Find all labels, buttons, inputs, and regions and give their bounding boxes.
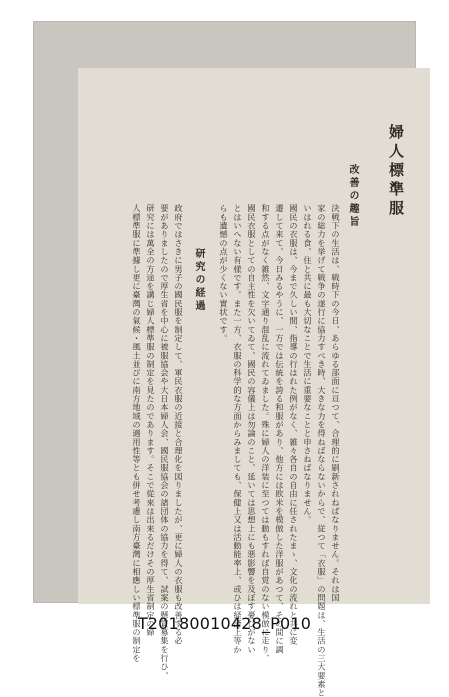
text-line: 國民衣服としての自主性を欠いてゐて、國民の容儀上は勿論のこと、延いては思想上にも悪影響を及ぼす憂ひがない: [247, 204, 257, 654]
text-line: 政府ではさきに男子の國民服を制定して、軍民衣服の近接と合理化を図りましたが、更に婦人の衣服も改善する必: [174, 204, 184, 646]
text-line: 國民の衣服は、今まで久しい間、指導の行はれた例がなく、雑々各自の自由に任されたまゝ、文化の流れと共に変: [289, 204, 299, 646]
text-line: 遷して来て、今日みるやうに、一方では伝統を誇る和服があり、他方には欧米を模倣した洋服があつて、その間に調: [275, 204, 285, 654]
section-heading-research: 研究の経過: [193, 248, 204, 313]
text-line: らも遺憾の点が少くない實状です。: [219, 204, 229, 343]
text-line: 和する点がなく雑然、文字通り混乱に流れてゐました。殊に婦人の洋装に至つては動もすれば自覚のない模倣に走り、: [261, 204, 271, 663]
text-line: とはいへない有様です。また一方、衣服の科学的な方面からみましても、保健上又は活動能率上、或ひは経済上等か: [233, 204, 243, 654]
text-line: 要がありましたので厚生省を中心に被服協会や大日本婦人会、國民服協会の諸団体の協力を得て、試案の懸賞募集を行ひ、: [160, 204, 170, 680]
text-line: 家の総力を挙げて戦争の遂行に協力すべき時、大きな力を得ねばならないからで、従つて「衣服」の問題は、生活の三大要素と: [317, 204, 327, 697]
text-line: 決戦下の生活は、戦時下の今日、あらゆる部面に亘つて、合理的に刷新されねばなりません。それは国: [331, 204, 341, 602]
document-id-label: T20180010428_P010: [137, 614, 312, 633]
section-heading-improvement: 改善の趣旨: [347, 164, 358, 229]
text-line: 人標準服に準據し更に臺灣の氣候・風土並びに南方地域の適用性等とも併せ考慮し南方臺灣に相應しい標準服の制定を: [132, 204, 142, 663]
text-line: 研究には萬全の方途を講じ婦人標準服の制定を見たのであります。そこで從來は出来るだけその厚生省制定の婦: [146, 204, 156, 637]
text-line: いはれる食、住と共に最も大切なことで生活に重要なことと申さねばなりません。: [303, 204, 313, 525]
document-title: 婦人標準服: [387, 124, 405, 219]
